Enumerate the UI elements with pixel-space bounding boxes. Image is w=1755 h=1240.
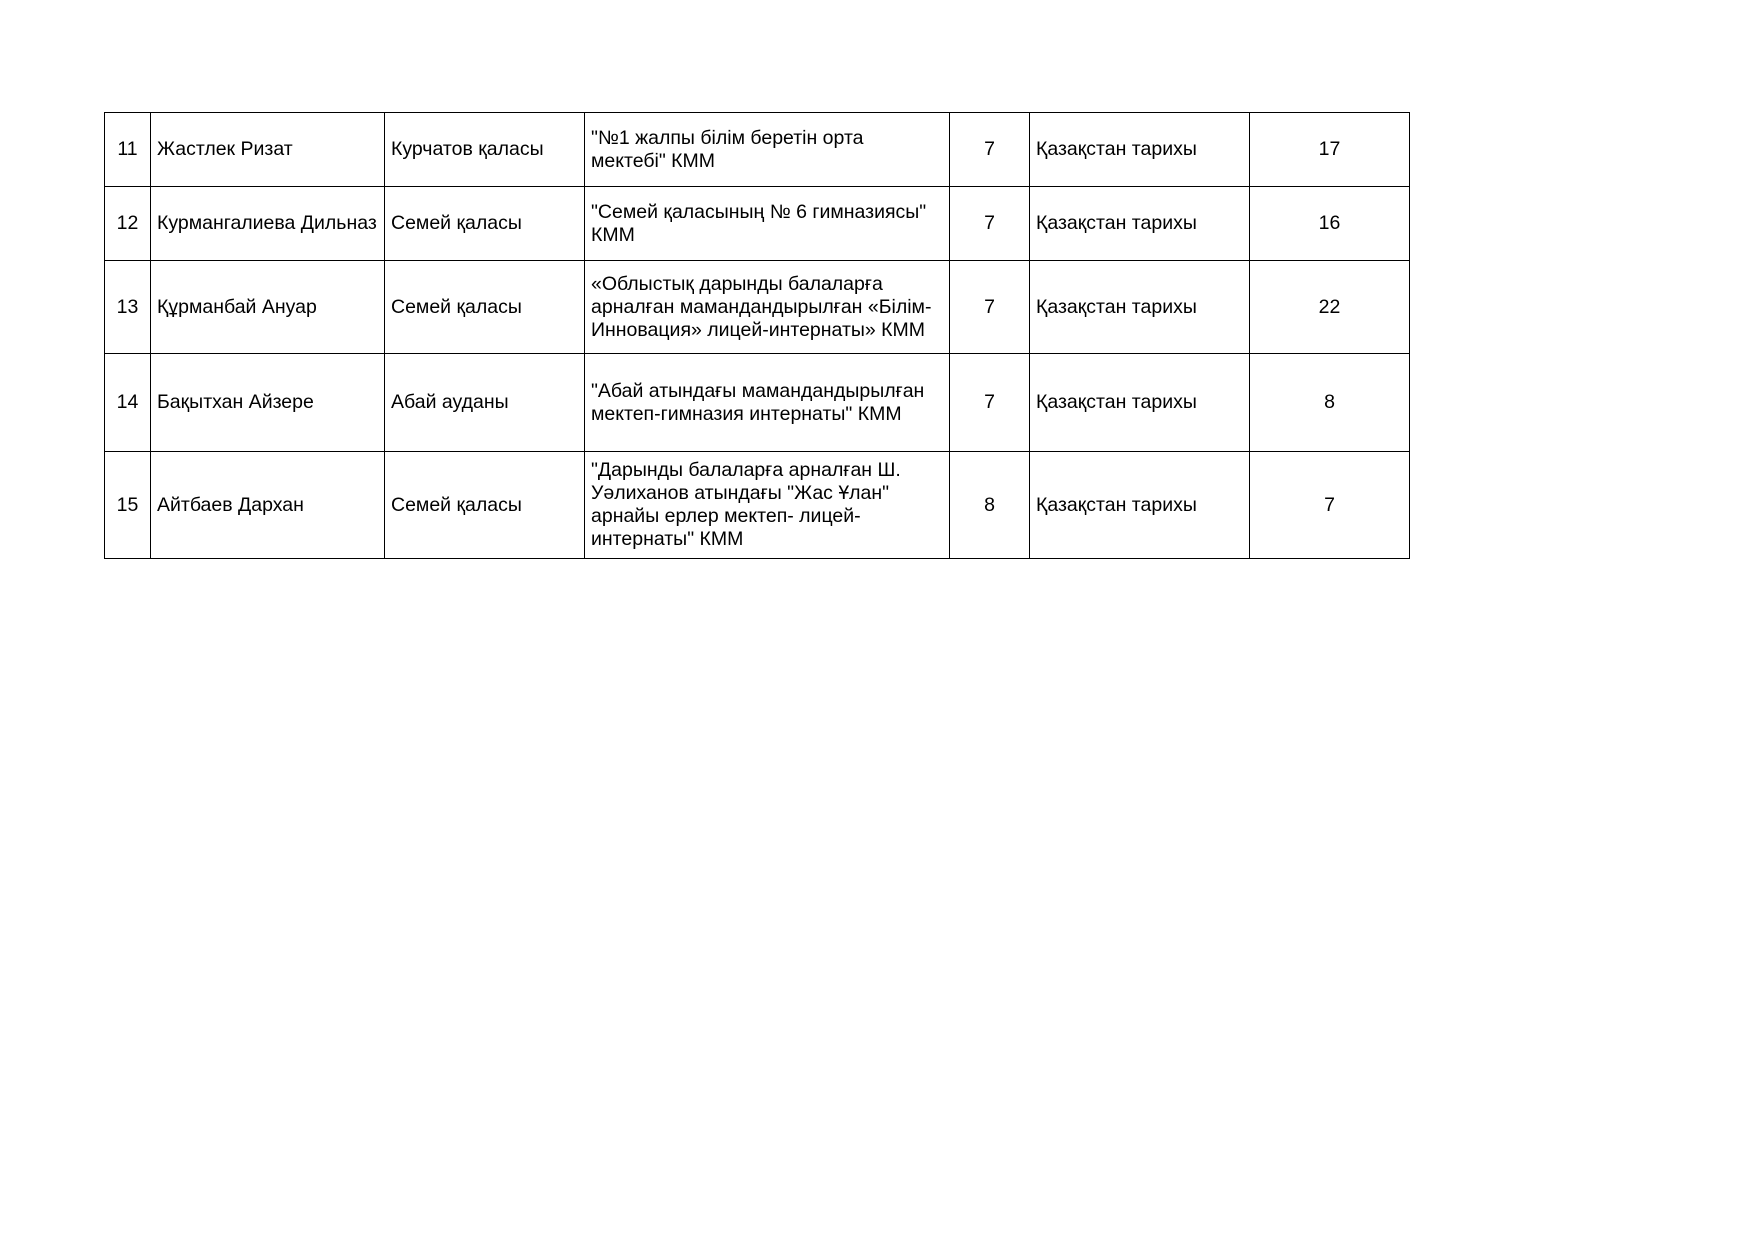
subject: Қазақстан тарихы bbox=[1030, 354, 1250, 452]
table-row bbox=[105, 261, 1410, 354]
school-name-text: "Дарынды балаларға арналған Ш. Уәлиханов атындағы "Жас Ұлан" арнайы ерлер мектеп- лицей-интернаты" КММ bbox=[591, 459, 901, 550]
grade: 7 bbox=[950, 113, 1030, 187]
region: Семей қаласы bbox=[385, 187, 585, 261]
region: Курчатов қаласы bbox=[385, 113, 585, 187]
row-number: 14 bbox=[105, 354, 151, 452]
subject: Қазақстан тарихы bbox=[1030, 187, 1250, 261]
school-name bbox=[585, 187, 950, 261]
grade: 7 bbox=[950, 261, 1030, 354]
score: 8 bbox=[1250, 354, 1410, 452]
school-name-text: "Абай атындағы мамандандырылған мектеп-гимназия интернаты" КММ bbox=[591, 379, 925, 425]
score: 16 bbox=[1250, 187, 1410, 261]
student-name: Бақытхан Айзере bbox=[151, 354, 385, 452]
school-name bbox=[585, 354, 950, 452]
table-row bbox=[105, 452, 1410, 559]
subject: Қазақстан тарихы bbox=[1030, 261, 1250, 354]
row-number: 12 bbox=[105, 187, 151, 261]
results-table bbox=[104, 112, 1410, 559]
region: Семей қаласы bbox=[385, 452, 585, 559]
school-name-text: "Семей қаласының № 6 гимназиясы" КММ bbox=[591, 200, 927, 246]
subject: Қазақстан тарихы bbox=[1030, 113, 1250, 187]
table-row bbox=[105, 187, 1410, 261]
score: 7 bbox=[1250, 452, 1410, 559]
table-row bbox=[105, 113, 1410, 187]
row-number: 11 bbox=[105, 113, 151, 187]
score: 22 bbox=[1250, 261, 1410, 354]
grade: 7 bbox=[950, 187, 1030, 261]
grade: 8 bbox=[950, 452, 1030, 559]
student-name: Құрманбай Ануар bbox=[151, 261, 385, 354]
region: Абай ауданы bbox=[385, 354, 585, 452]
school-name-text: «Облыстық дарынды балаларға арналған мамандандырылған «Білім-Инновация» лицей-интернаты» КММ bbox=[591, 272, 932, 341]
student-name: Курмангалиева Дильназ bbox=[151, 187, 385, 261]
subject: Қазақстан тарихы bbox=[1030, 452, 1250, 559]
student-name: Айтбаев Дархан bbox=[151, 452, 385, 559]
school-name bbox=[585, 113, 950, 187]
row-number: 13 bbox=[105, 261, 151, 354]
grade: 7 bbox=[950, 354, 1030, 452]
region: Семей қаласы bbox=[385, 261, 585, 354]
row-number: 15 bbox=[105, 452, 151, 559]
score: 17 bbox=[1250, 113, 1410, 187]
table-row bbox=[105, 354, 1410, 452]
school-name bbox=[585, 452, 950, 559]
student-name: Жастлек Ризат bbox=[151, 113, 385, 187]
school-name bbox=[585, 261, 950, 354]
school-name-text: "№1 жалпы білім беретін орта мектебі" КММ bbox=[591, 126, 864, 172]
